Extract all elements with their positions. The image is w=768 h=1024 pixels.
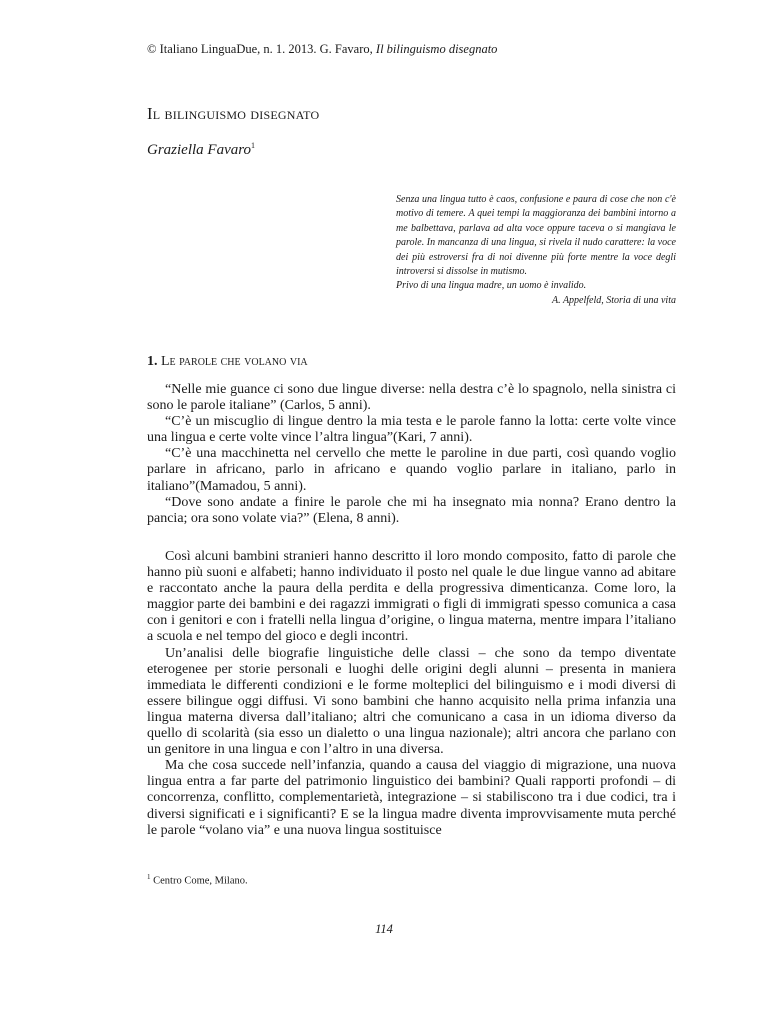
body-paragraph: Così alcuni bambini stranieri hanno descritto il loro mondo composito, fatto di parole che hanno più suoni e alfabeti; hanno individuato il posto nel quale le due lingue vanno ad abitare e raccontato anche la paura della perdita e della progressiva dimenticanza. Come loro, la maggior parte dei bambini e dei ragazzi immigrati o figli di immigrati spesso comunica a casa con i genitori e con i fratelli nella lingua d’origine, o lingua materna, mentre impara l’italiano a scuola e nel tempo del gioco e degli incontri. [147,549,676,645]
epigraph-attribution: A. Appelfeld, Storia di una vita [552,294,676,306]
section-number: 1. [147,354,158,369]
article-title: Il bilinguismo disegnato [147,104,320,123]
section-heading [147,354,308,370]
footnote-text: Centro Come, Milano. [150,875,248,887]
quote-paragraph: “Dove sono andate a finire le parole che mi ha insegnato mia nonna? Erano dentro la pancia; ora sono volate via?” (Elena, 8 anni). [147,494,676,526]
quote-paragraph: “C’è una macchinetta nel cervello che mette le paroline in due parti, così quando voglio parlare in africano, parlo in africano e quando voglio parlare in italiano, parlo in italiano”(Mamadou, 5 anni). [147,446,676,494]
epigraph-text: Privo di una lingua madre, un uomo è invalido. [396,280,587,292]
body-paragraph: Un’analisi delle biografie linguistiche delle classi – che sono da tempo diventate eterogenee per storie personali e luoghi delle origini degli alunni – presenta in maniera immediata le differenti condizioni e le forme molteplici del bilinguismo e i modi diversi di essere bilingue oggi diffusi. Vi sono bambini che hanno acquisito nella prima infanzia una lingua materna diversa dall’italiano; altri che comunicano a casa in un idioma diverso da quello di scolarità (sia esso un dialetto o una lingua nazionale); altri ancora che parlano con un genitore in una lingua e con l’altro in una diversa. [147,645,676,758]
running-header-title: Il bilinguismo disegnato [375,42,498,56]
body-paragraph: Ma che cosa succede nell’infanzia, quando a causa del viaggio di migrazione, una nuova lingua entra a far parte del patrimonio linguistico dei bambini? Quali rapporti profondi – di concorrenza, conflitto, complementarietà, integrazione – si stabiliscono tra i due codici, tra i diversi significati e i significanti? E se la lingua madre diventa improvvisamente muta perché le parole “volano via” e una nuova lingua sostituisce [147,758,676,838]
children-quotes [147,382,676,527]
author [147,141,255,159]
quote-paragraph: “Nelle mie guance ci sono due lingue diverse: nella destra c’è lo spagnolo, nella sinistra ci sono le parole italiane” (Carlos, 5 anni). [147,382,676,414]
page-number: 114 [375,922,393,936]
author-footnote-marker[interactable]: 1 [251,141,256,150]
epigraph [396,193,676,308]
quote-paragraph: “C’è un miscuglio di lingue dentro la mia testa e le parole fanno la lotta: certe volte vince una lingua e certe volte vince l’altra lingua”(Kari, 7 anni). [147,414,676,446]
section-title: Le parole che volano via [161,354,308,369]
footnote-marker: 1 [147,873,151,881]
running-header [147,42,497,57]
running-header-prefix: © Italiano LinguaDue, n. 1. 2013. G. Favaro, [147,42,376,56]
body-text [147,549,676,839]
epigraph-text: Senza una lingua tutto è caos, confusione e paura di cose che non c'è motivo di temere. A quei tempi la maggioranza dei bambini intorno a me balbettava, parlava ad alta voce oppure taceva o si mangiava le parole. In mancanza di una lingua, si rivela il nudo carattere: la voce dei più estroversi fra di noi divenne più forte mentre la voce degli introversi si dissolse in mutismo. [396,194,676,278]
author-name: Graziella Favaro [147,142,252,158]
footnote [147,873,248,887]
